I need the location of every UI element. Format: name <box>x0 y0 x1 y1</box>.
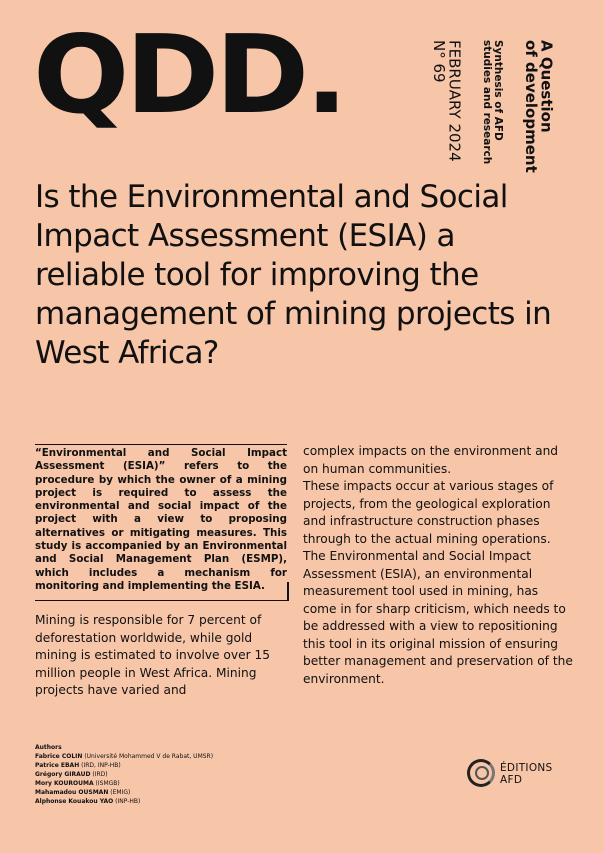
editions-afd-logo <box>467 759 577 793</box>
author-name: Mahamadou OUSMAN <box>35 789 109 796</box>
issue-info <box>430 40 462 162</box>
publisher-name <box>500 762 553 786</box>
author-affiliation: (IRD, INP-HB) <box>79 762 121 769</box>
issue-number: N° 69 <box>429 40 448 83</box>
author-affiliation: (EMIG) <box>108 789 131 796</box>
author-name: Alphonse Kouakou YAO <box>35 798 114 805</box>
issue-date: FEBRUARY 2024 <box>445 40 464 162</box>
author-affiliation: (IRD) <box>90 771 108 778</box>
author-item <box>35 788 295 797</box>
series-line-2: of development <box>521 40 540 173</box>
author-item <box>35 761 295 770</box>
publisher-line-1: ÉDITIONS <box>500 762 553 774</box>
author-affiliation: (ISMGB) <box>93 780 120 787</box>
series-line-1: A Question <box>537 40 556 133</box>
author-name: Mory KOUROUMA <box>35 780 94 787</box>
series-subtitle <box>481 40 503 164</box>
author-affiliation: (Université Mohammed V de Rabat, UMSR) <box>82 753 214 760</box>
authors-block <box>35 743 295 806</box>
author-item <box>35 797 295 806</box>
abstract: “Environmental and Social Impact Assessment (ESIA)” refers to the procedure by which the owner of a mining project is required to assess the environmental and social impact of the project with a view to proposing alternatives or mitigating measures. This study is accompanied by an Environmental and Social Management Plan (ESMP), which includes a mechanism for monitoring and implementing the ESIA. <box>35 444 287 593</box>
author-name: Patrice EBAH <box>35 762 80 769</box>
editions-inner-ring-icon <box>475 766 489 780</box>
body-right-paragraph-1: complex impacts on the environment and on human communities. <box>303 444 559 476</box>
author-name: Fabrice COLIN <box>35 753 83 760</box>
author-item <box>35 770 295 779</box>
qdd-logo: QDD. <box>33 13 344 138</box>
document-title: Is the Environmental and Social Impact Assessment (ESIA) a reliable tool for improving the management of mining projects in West Africa? <box>35 179 552 371</box>
series-name <box>522 40 554 173</box>
authors-heading: Authors <box>35 744 62 751</box>
body-left-column: Mining is responsible for 7 percent of deforestation worldwide, while gold mining is estimated to involve over 15 million people in West Africa. Mining projects have varied and <box>35 613 270 697</box>
synthesis-line-1: Synthesis of AFD <box>492 40 505 141</box>
author-item <box>35 779 295 788</box>
body-right-column <box>303 443 573 688</box>
abstract-bar <box>287 582 289 600</box>
author-item <box>35 752 295 761</box>
publisher-line-2: AFD <box>500 774 523 786</box>
body-right-paragraph-2: These impacts occur at various stages of projects, from the geological exploration and infrastructure construction phases through to the actual mining operations. The Environmental and Social Impact Assessment (ESIA), an environmental measurement tool used in mining, has come in for sharp criticism, which needs to be addressed with a view to repositioning this tool in its original mission of ensuring better management and preservation of the environment. <box>303 479 573 686</box>
author-affiliation: (INP-HB) <box>113 798 141 805</box>
abstract-divider <box>35 600 289 603</box>
author-name: Grégory GIRAUD <box>35 771 91 778</box>
synthesis-line-2: studies and research <box>481 40 494 165</box>
